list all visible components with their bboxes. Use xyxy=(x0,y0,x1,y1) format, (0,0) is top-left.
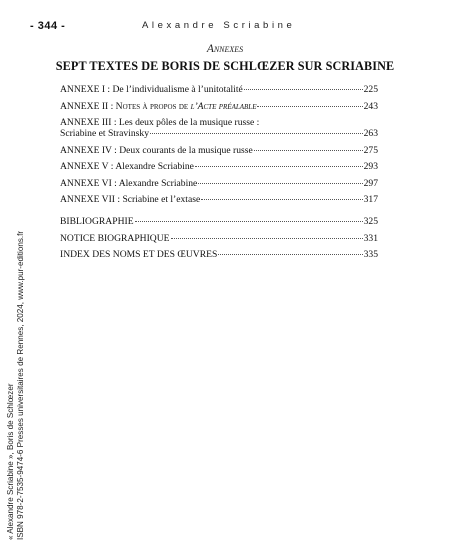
toc-leader-dots xyxy=(150,133,363,134)
toc-entry-label: ANNEXE I : De l’individualisme à l’unitotalité xyxy=(60,84,243,95)
toc-entry-label-italic: l’Acte préalable xyxy=(190,100,257,112)
toc-entry-label-prefix: ANNEXE II : Notes à propos de xyxy=(60,100,191,112)
main-title: SEPT TEXTES DE BORIS DE SCHLŒZER SUR SCRIABINE xyxy=(55,59,395,73)
toc-entry-label: ANNEXE IV : Deux courants de la musique russe xyxy=(60,144,253,156)
toc-entry-annexe-2 xyxy=(60,101,378,112)
toc-entry-page: 275 xyxy=(363,144,378,156)
toc-leader-dots xyxy=(201,199,362,200)
toc-entry-label: NOTICE BIOGRAPHIQUE xyxy=(60,232,170,244)
side-notice-line-2: ISBN 978-2-7535-9474-6 Presses universitaires de Rennes, 2024, www.pur-editions.fr xyxy=(16,230,25,540)
side-notice-line-1: « Alexandre Scriabine », Boris de Schlœzer xyxy=(6,383,15,540)
toc-leader-dots xyxy=(198,183,362,184)
table-of-contents xyxy=(60,84,378,260)
toc-entry-page: 335 xyxy=(363,249,378,260)
toc-entry-label: ANNEXE III : Les deux pôles de la musique russe : xyxy=(60,117,260,128)
toc-entry-label: ANNEXE V : Alexandre Scriabine xyxy=(60,161,194,172)
toc-leader-dots xyxy=(254,150,363,151)
toc-entry-page: 225 xyxy=(363,84,378,95)
toc-entry-label: BIBLIOGRAPHIE xyxy=(60,216,134,227)
toc-entry-label: INDEX DES NOMS ET DES ŒUVRES xyxy=(60,249,218,260)
toc-entry-index xyxy=(60,249,378,260)
side-copyright-notice xyxy=(6,230,26,540)
toc-entry-label: ANNEXE VII : Scriabine et l’extase xyxy=(60,194,201,205)
toc-leader-dots xyxy=(218,254,362,255)
toc-entry-annexe-6 xyxy=(60,178,378,189)
toc-entry-page: 293 xyxy=(363,161,378,172)
page-header xyxy=(0,20,450,34)
toc-entry-label xyxy=(60,101,256,112)
toc-entry-label: Scriabine et Stravinsky xyxy=(60,128,149,139)
toc-entry-page: 297 xyxy=(363,177,378,189)
toc-entry-label: ANNEXE VI : Alexandre Scriabine xyxy=(60,177,198,189)
toc-leader-dots xyxy=(171,238,363,239)
toc-leader-dots xyxy=(135,221,363,222)
toc-entry-page: 325 xyxy=(363,216,378,227)
toc-entry-annexe-7 xyxy=(60,194,378,205)
toc-entry-annexe-1 xyxy=(60,84,378,95)
toc-entry-annexe-3-line-1 xyxy=(60,117,378,128)
running-head: Alexandre Scriabine xyxy=(142,20,296,31)
page-number: - 344 - xyxy=(30,20,66,32)
toc-entry-page: 243 xyxy=(363,100,378,112)
toc-entry-page: 263 xyxy=(363,128,378,139)
section-label: Annexes xyxy=(206,43,244,55)
toc-entry-page: 331 xyxy=(363,232,378,244)
toc-entry-annexe-3 xyxy=(60,128,378,139)
toc-entry-annexe-4 xyxy=(60,145,378,156)
toc-entry-bibliographie xyxy=(60,216,378,227)
toc-entry-page: 317 xyxy=(363,194,378,205)
toc-leader-dots xyxy=(257,106,362,107)
toc-entry-notice-biographique xyxy=(60,233,378,244)
toc-entry-annexe-5 xyxy=(60,161,378,172)
toc-leader-dots xyxy=(244,89,363,90)
toc-leader-dots xyxy=(195,166,363,167)
